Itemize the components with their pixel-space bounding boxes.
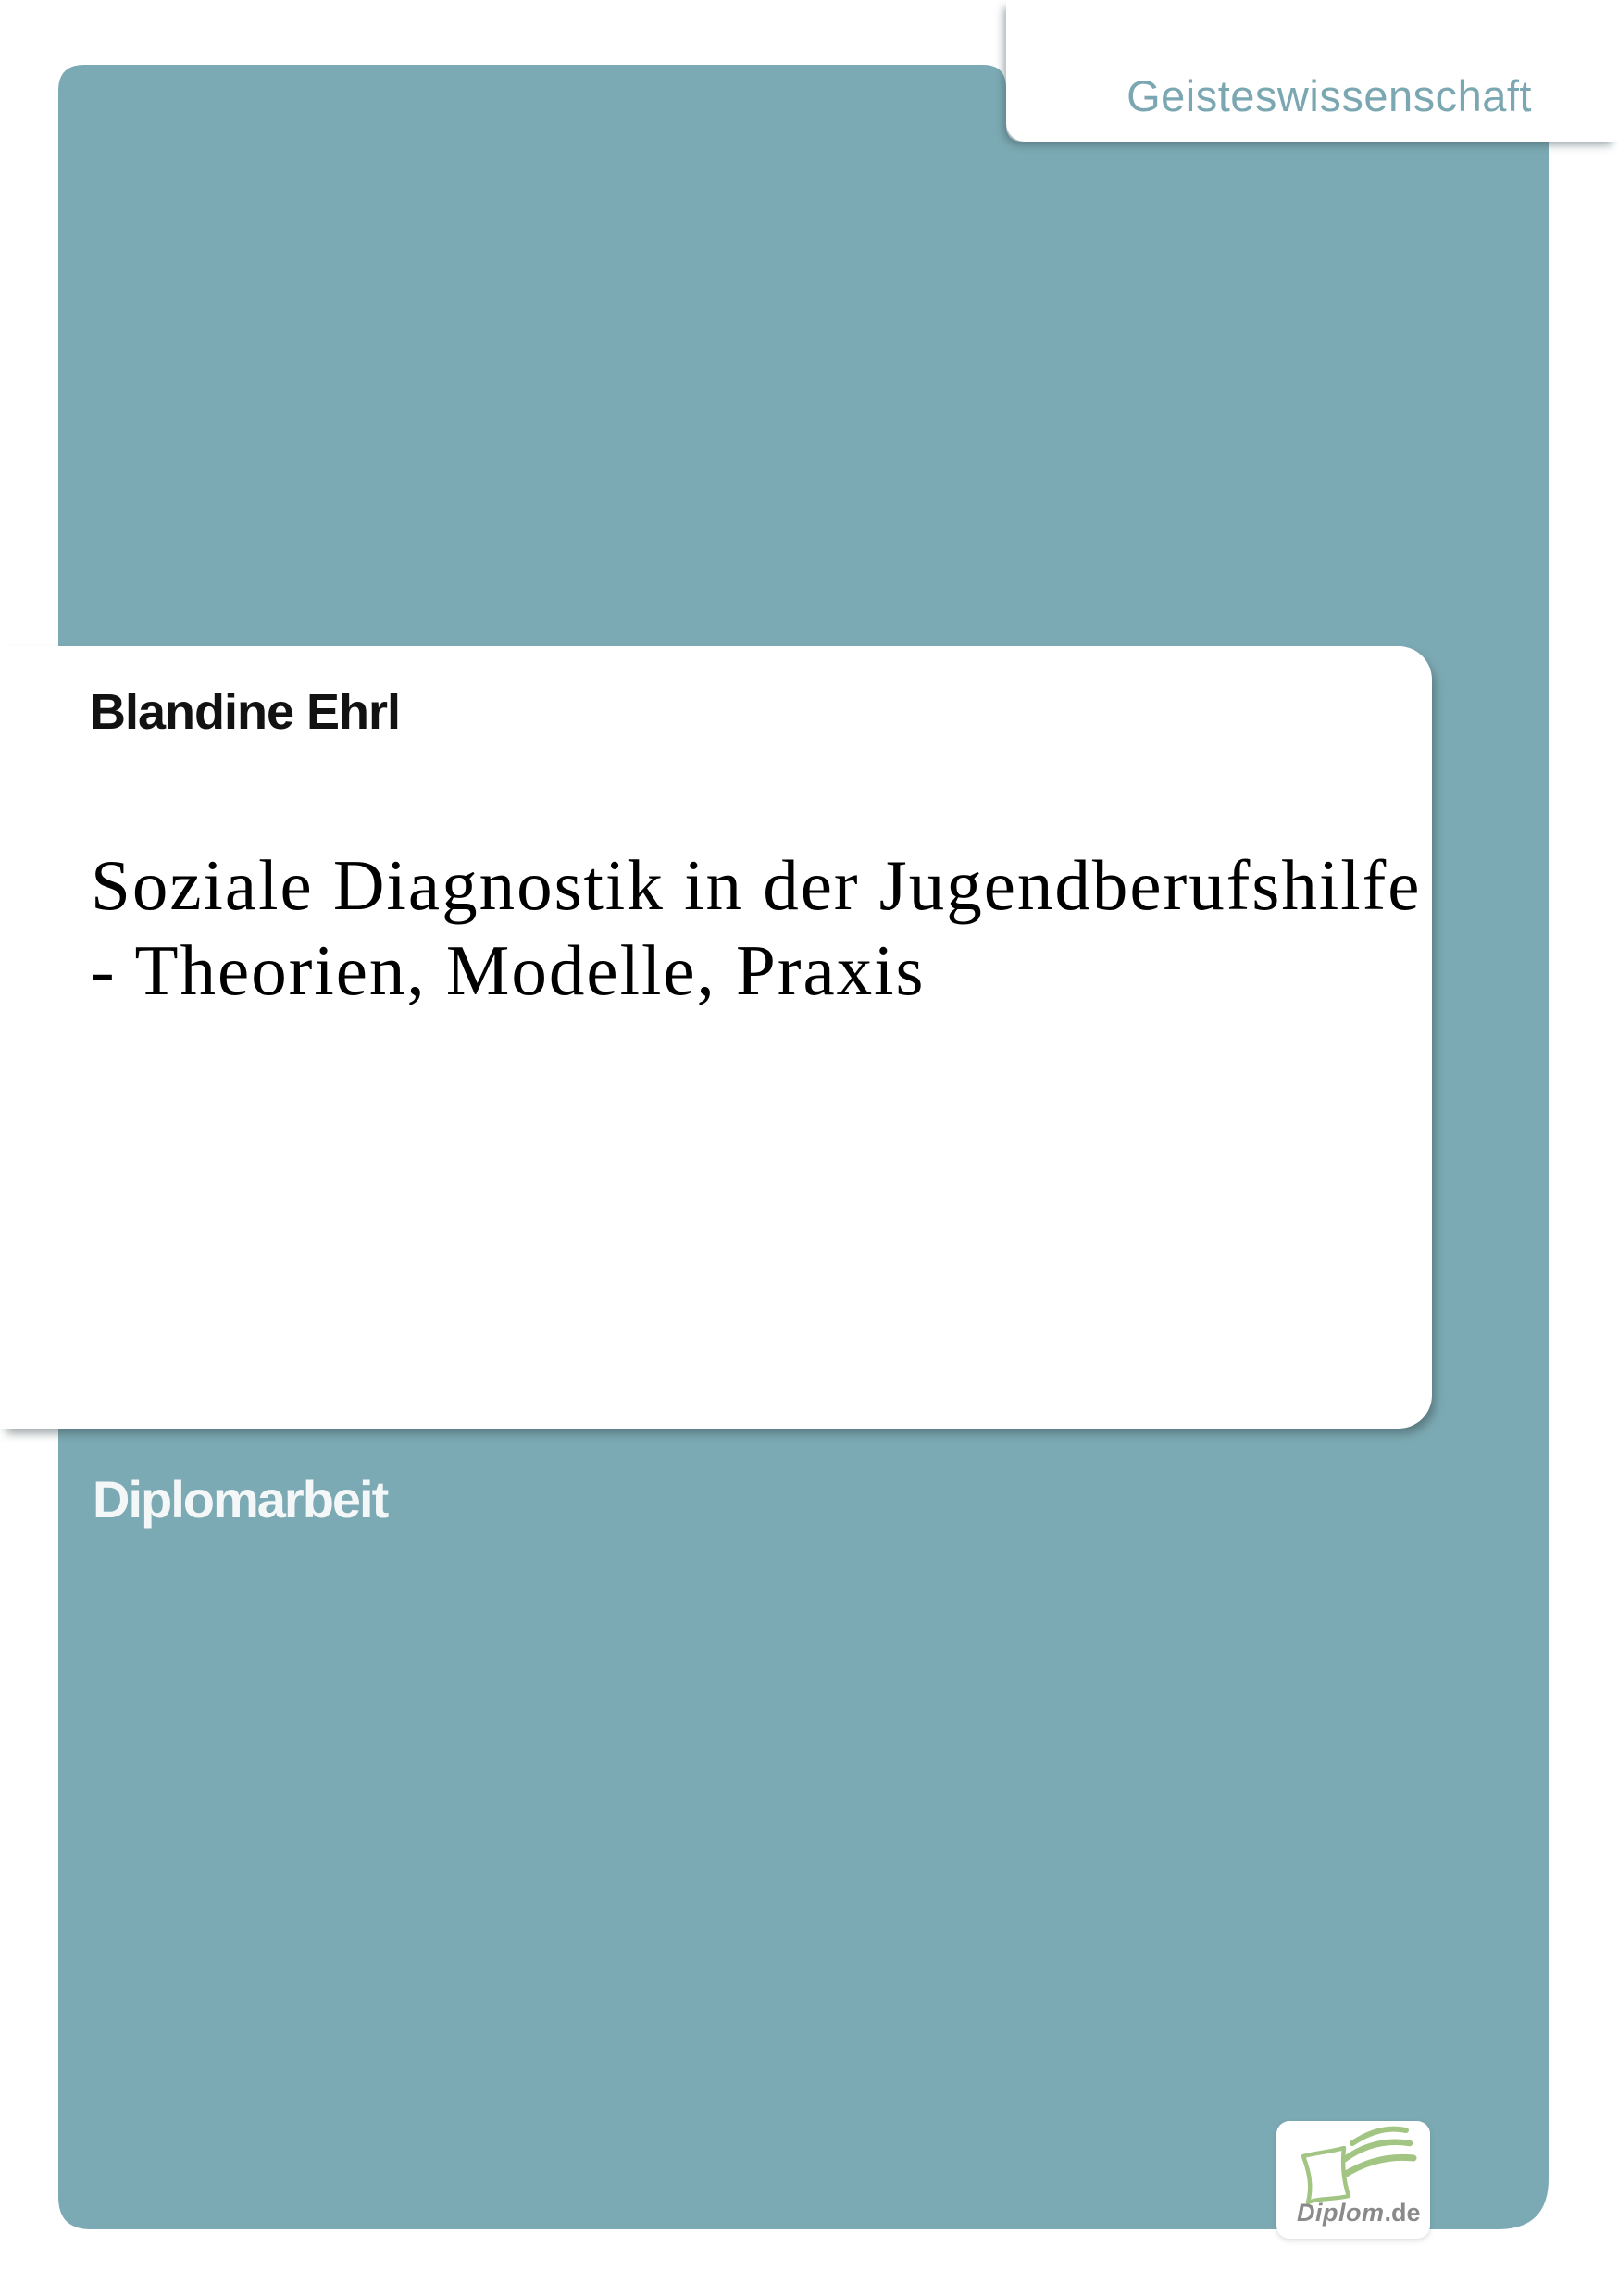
title-box (0, 646, 1432, 1429)
document-type-label: Diplomarbeit (93, 1470, 388, 1529)
category-label: Geisteswissenschaft (1126, 71, 1532, 120)
publisher-wordmark-main: Diplom (1297, 2199, 1385, 2227)
book-title-line-2: - Theorien, Modelle, Praxis (91, 930, 926, 1010)
book-title (91, 842, 1424, 1013)
author-name: Blandine Ehrl (90, 684, 401, 740)
publisher-logo (1276, 2121, 1430, 2239)
book-title-line-1: Soziale Diagnostik in der Jugendberufshilfe (91, 845, 1422, 925)
publisher-wordmark (1297, 2199, 1421, 2227)
publisher-wordmark-suffix: .de (1384, 2199, 1421, 2227)
